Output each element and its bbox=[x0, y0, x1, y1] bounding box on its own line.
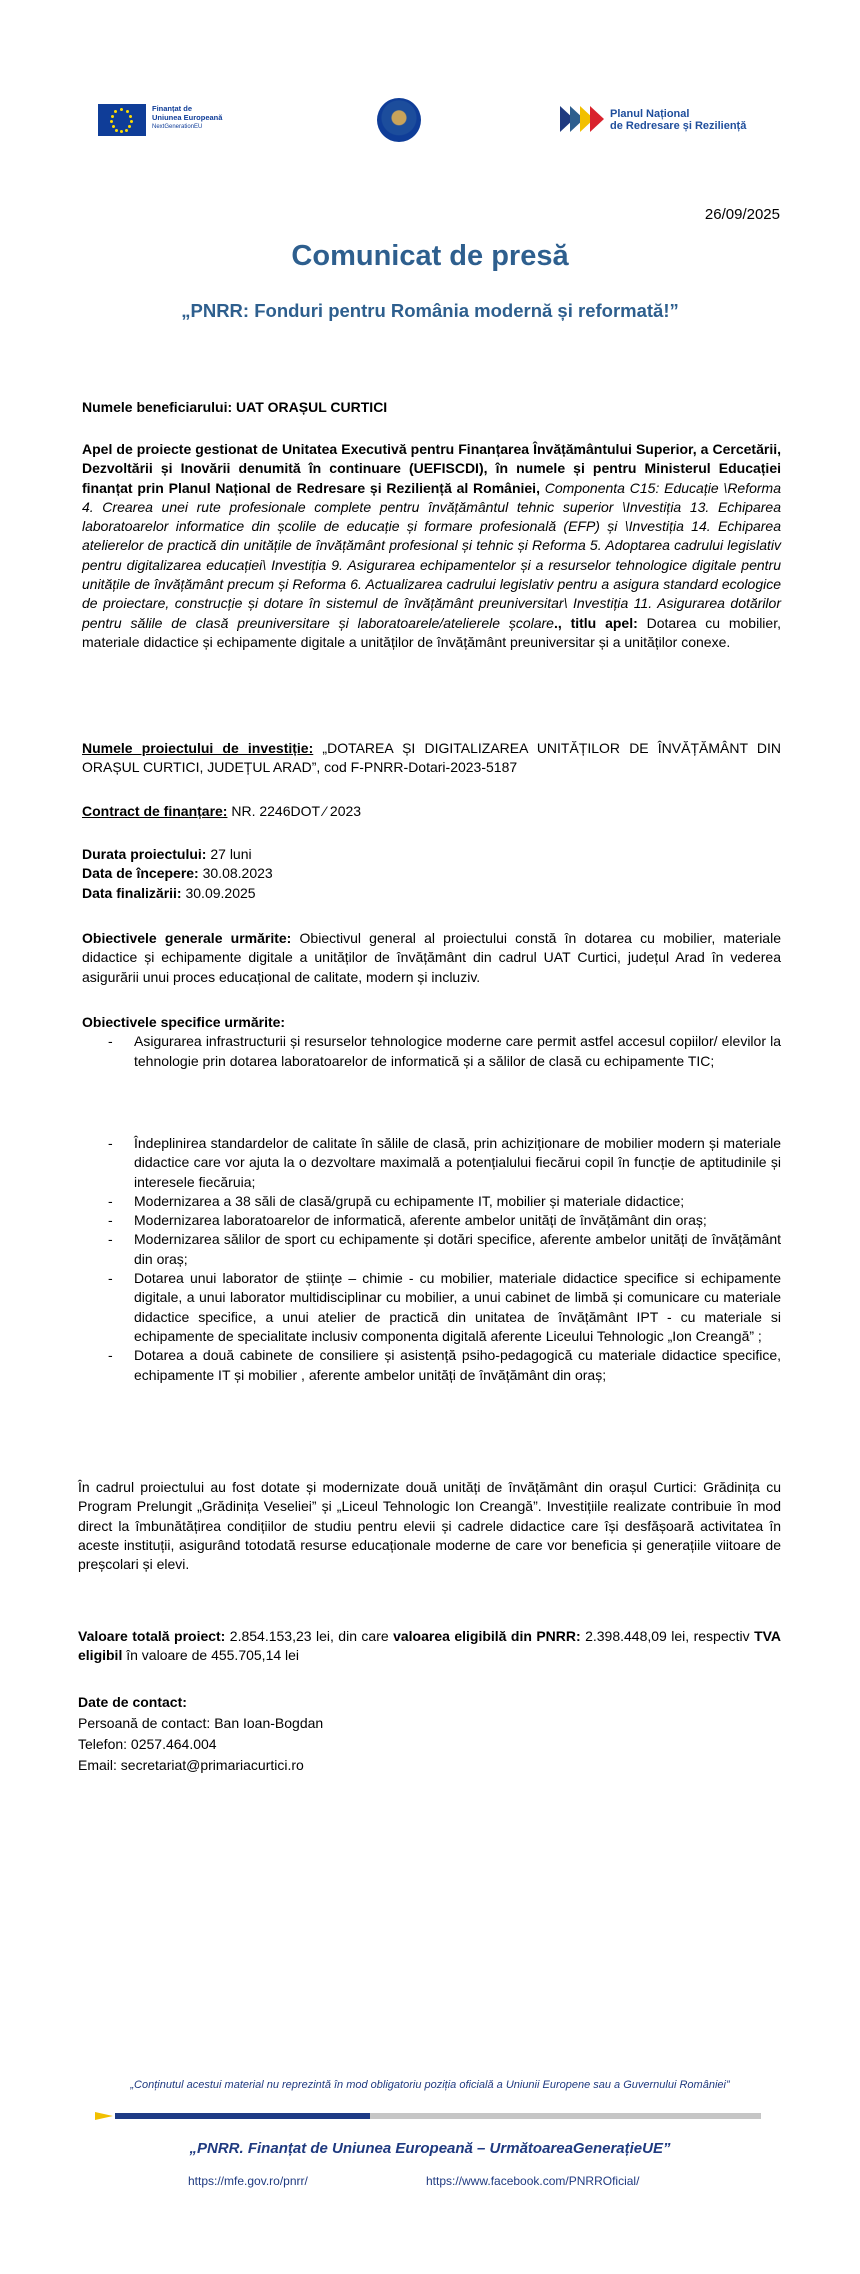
total-value: 2.854.153,23 lei, din care bbox=[229, 1628, 389, 1644]
general-objectives-text: Obiectivul general al proiectului constă în dotarea cu mobilier, materiale didactice și echipamente digitale a unităților de învățământ din cadrul UAT Curtici, județul Arad în vederea asigurării unui proces educațional de calitate, modern și incluziv. bbox=[82, 930, 781, 985]
duration-section bbox=[82, 845, 781, 903]
page-subtitle: „PNRR: Fonduri pentru România modernă și reformată!” bbox=[181, 300, 679, 321]
project-section bbox=[82, 739, 781, 778]
general-objectives-section bbox=[82, 929, 781, 987]
contract-label: Contract de finanțare: bbox=[82, 803, 228, 819]
project-label: Numele proiectului de investiție: bbox=[82, 740, 314, 756]
release-date: 26/09/2025 bbox=[704, 206, 780, 223]
eu-funding-logo bbox=[98, 104, 223, 136]
specific-objective-item: - Dotarea a două cabinete de consiliere și asistență psiho-pedagogică cu materiale didactice specifice, echipamente IT și mobilier , aferente ambelor unități de învățământ din oraș; bbox=[82, 1346, 781, 1385]
beneficiary-section bbox=[82, 398, 781, 417]
total-value-label: Valoare totală proiect: bbox=[78, 1628, 226, 1644]
duration-label: Durata proiectului: bbox=[82, 846, 207, 862]
end-date-value: 30.09.2025 bbox=[185, 884, 256, 901]
specific-objectives-section bbox=[82, 1013, 781, 1071]
call-section bbox=[82, 440, 781, 652]
footer-divider bbox=[95, 2112, 761, 2120]
specific-objective-item: - Îndeplinirea standardelor de calitate în sălile de clasă, prin achiziționare de mobilier modern și materiale didactice care vor ajuta la o dezvoltare maximală a potențialului fiecărui copil în funcție de aptitudinile și interesele fiecăruia; bbox=[82, 1134, 781, 1192]
pnrr-logo-line1: Planul Național bbox=[610, 108, 690, 120]
facebook-link[interactable]: https://www.facebook.com/PNRROficial/ bbox=[426, 2174, 640, 2188]
call-description: Apel de proiecte gestionat de Unitatea Executivă pentru Finanțarea Învățământului Superior, a Cercetării, Dezvoltării și Inovării denumită în continuare (UEFISCDI), în numele și pentru Ministerul Educației finanțat prin Planul Național de Redresare și Reziliență al României, bbox=[82, 441, 781, 496]
eligible-value-label: valoarea eligibilă din PNRR: bbox=[393, 1628, 581, 1644]
footer-slogan: „PNRR. Finanțat de Uniunea Europeană – UrmătoareaGenerațieUE” bbox=[189, 2140, 671, 2157]
end-date-label: Data finalizării: bbox=[82, 884, 182, 901]
call-title-value: Dotarea cu mobilier, materiale didactice și echipamente digitale a unităților de învățământ preuniversitar și a unităților conexe. bbox=[82, 614, 781, 650]
call-component: Componenta C15: Educație \Reforma 4. Crearea unei rute profesionale complete pentru învățământul tehnic superior \Investiția 13. Echiparea laboratoarelor informatice din școlile de educație și formare profesională (EFP) și \Investiția 14. Echiparea atelierelor de practică din unitățile de învățământ profesional și tehnic și Reforma 5. Adoptarea cadrului legislativ pentru digitalizarea educației\ Investiția 9. Asigurarea echipamentelor și a resurselor tehnologice digitale pentru unitățile de învățământ precum și Reforma 6. Actualizarea cadrului legislativ pentru a asigura standard ecologice de proiectare, construcție și dotare în sistemul de învățământ preuniversitar\ Investiția 11. Asigurarea dotărilor pentru sălile de clasă preuniversitare și laboratoarele/atelierele școlare bbox=[82, 479, 782, 631]
specific-objective-item: - Asigurarea infrastructurii și resurselor tehnologice moderne care permit astfel accesul copiilor/ elevilor la tehnologie prin dotarea laboratoarelor de informatică și a sălilor de clasă cu echipamente TIC; bbox=[82, 1032, 781, 1071]
header-logos bbox=[0, 96, 860, 148]
value-section bbox=[78, 1627, 781, 1666]
specific-objective-item: - Dotarea unui laborator de științe – chimie - cu mobilier, materiale didactice specifice si echipamente digitale, a unui laborator multidisciplinar cu mobilier, a unui cabinet de limbă și comunicare cu materiale didactice specifice, a unui atelier de practică din unitatea de învățământ IPT - cu materiale si echipamente de specialitate inclusiv componenta digitală aferente Liceului Tehnologic „Ion Creangă” ; bbox=[82, 1269, 781, 1346]
page-title: Comunicat de presă bbox=[291, 240, 569, 272]
beneficiary-label: Numele beneficiarului: bbox=[82, 399, 233, 415]
contact-person: Persoană de contact: Ban Ioan-Bogdan bbox=[78, 1715, 324, 1731]
pnrr-arrow-icon bbox=[560, 106, 604, 132]
vat-label: TVA eligibil bbox=[78, 1628, 782, 1664]
contact-email[interactable]: Email: secretariat@primariacurtici.ro bbox=[78, 1757, 304, 1773]
contact-section bbox=[78, 1692, 323, 1776]
contract-section bbox=[82, 802, 781, 821]
eu-logo-line1: Finanțat de bbox=[152, 104, 193, 113]
summary-text: În cadrul proiectului au fost dotate și modernizate două unități de învățământ din orașul Curtici: Grădinița cu Program Prelungit „Grădinița Veseliei” și „Liceul Tehnologic Ion Creangă”. Investițiile realizate contribuie în mod direct la îmbunătățirea condițiilor de studiu pentru elevii și cadrele didactice care își desfășoară activitatea în aceste instituții, asigurând totodată resurse educaționale moderne de care vor beneficia și generațiile viitoare de preșcolari și elevi. bbox=[78, 1479, 781, 1573]
duration-value: 27 luni bbox=[210, 846, 252, 862]
pnrr-logo-line2: de Redresare și Reziliență bbox=[610, 120, 747, 132]
project-value: „DOTAREA ȘI DIGITALIZAREA UNITĂȚILOR DE ÎNVĂȚĂMÂNT DIN ORAȘUL CURTICI, JUDEȚUL ARAD”, cod F-PNRR-Dotari-2023-5187 bbox=[82, 740, 782, 776]
footer-disclaimer: „Conținutul acestui material nu reprezintă în mod obligatoriu poziția oficială a Uniunii Europene sau a Guvernului României” bbox=[130, 2079, 730, 2091]
contract-value: NR. 2246DOT ⁄ 2023 bbox=[231, 803, 362, 819]
beneficiary-value: UAT ORAȘUL CURTICI bbox=[236, 399, 388, 415]
eu-flag-icon bbox=[98, 104, 146, 136]
specific-objectives-list bbox=[82, 1134, 781, 1385]
specific-objectives-label: Obiectivele specifice urmărite: bbox=[82, 1014, 286, 1030]
summary-section bbox=[78, 1478, 781, 1574]
specific-objective-item: - Modernizarea a 38 săli de clasă/grupă cu echipamente IT, mobilier și materiale didactice; bbox=[82, 1192, 781, 1211]
vat-value: în valoare de 455.705,14 lei bbox=[126, 1647, 300, 1664]
start-date-label: Data de începere: bbox=[82, 865, 199, 882]
call-title-label: ., titlu apel: bbox=[553, 614, 638, 631]
general-objectives-label: Obiectivele generale urmărite: bbox=[82, 930, 292, 946]
eligible-value: 2.398.448,09 lei, respectiv bbox=[585, 1628, 750, 1644]
romanian-government-seal-icon bbox=[377, 98, 421, 142]
specific-objective-item: - Modernizarea laboratoarelor de informatică, aferente ambelor unități de învățământ din oraș; bbox=[82, 1211, 781, 1230]
start-date-value: 30.08.2023 bbox=[202, 865, 273, 882]
eu-logo-line2: Uniunea Europeană bbox=[152, 113, 223, 122]
contact-phone: Telefon: 0257.464.004 bbox=[78, 1736, 217, 1752]
contact-heading: Date de contact: bbox=[78, 1694, 187, 1710]
eu-logo-line3: NextGenerationEU bbox=[152, 124, 203, 130]
mfe-link[interactable]: https://mfe.gov.ro/pnrr/ bbox=[188, 2174, 308, 2188]
specific-objective-item: - Modernizarea sălilor de sport cu echipamente și dotări specifice, aferente ambelor unități de învățământ din oraș; bbox=[82, 1230, 781, 1269]
